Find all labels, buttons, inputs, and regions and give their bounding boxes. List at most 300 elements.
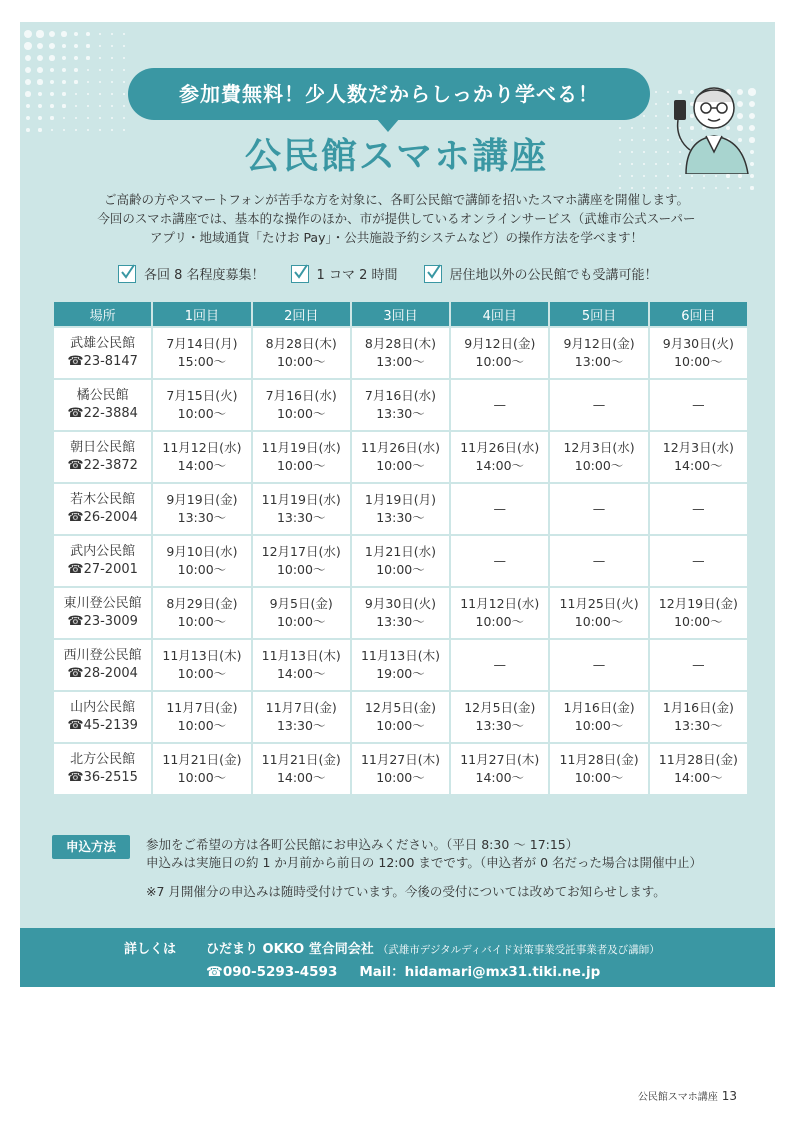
decor-dot xyxy=(111,81,113,83)
session-cell xyxy=(550,380,647,430)
decor-dot xyxy=(643,187,645,189)
decor-dot xyxy=(38,92,43,97)
session-time: 14:00〜 xyxy=(674,770,723,785)
location-name: 朝日公民館 xyxy=(70,440,136,455)
location-cell xyxy=(54,744,151,794)
session-date: 11月21日(金) xyxy=(261,752,341,767)
session-date: 12月19日(金) xyxy=(658,596,738,611)
decor-dot xyxy=(37,67,43,73)
decor-dot xyxy=(99,117,101,119)
decor-dot xyxy=(49,43,55,49)
session-date: — xyxy=(692,657,705,672)
session-date: 9月5日(金) xyxy=(269,596,333,611)
check-item xyxy=(118,264,265,283)
header-cell: 場所 xyxy=(54,302,151,326)
session-date: 11月19日(水) xyxy=(261,440,341,455)
decor-dot xyxy=(87,105,89,107)
session-cell xyxy=(153,588,250,638)
session-cell xyxy=(550,328,647,378)
session-date: — xyxy=(692,553,705,568)
session-time: 10:00〜 xyxy=(574,614,624,629)
session-time: 10:00〜 xyxy=(177,770,227,785)
session-cell xyxy=(153,484,250,534)
apply-text xyxy=(146,836,766,872)
session-date: 11月27日(木) xyxy=(360,752,441,767)
session-time: 13:00〜 xyxy=(376,354,425,369)
session-cell xyxy=(650,588,747,638)
header-cell: 1回目 xyxy=(153,302,250,326)
decor-dot xyxy=(62,44,67,49)
decor-dot xyxy=(619,187,621,189)
apply-line-1: 参加をご希望の方は各町公民館にお申込みください。（平日 8:30 〜 17:15） xyxy=(146,837,579,852)
session-cell xyxy=(253,640,350,690)
session-date: 7月14日(月) xyxy=(166,336,238,351)
decor-dot xyxy=(123,105,125,107)
session-time: 13:00〜 xyxy=(574,354,624,369)
session-date: 12月5日(金) xyxy=(464,700,536,715)
decor-dot xyxy=(49,31,55,37)
session-date: 12月17日(水) xyxy=(261,544,341,559)
decor-dot xyxy=(75,117,77,119)
table-header-row xyxy=(54,302,747,326)
session-cell xyxy=(153,744,250,794)
page-number: 13 xyxy=(721,1089,737,1103)
location-phone: ☎22-3884 xyxy=(67,406,138,421)
session-cell xyxy=(650,744,747,794)
decor-dot xyxy=(123,93,125,95)
session-time: 10:00〜 xyxy=(276,614,326,629)
decor-dot xyxy=(36,30,43,37)
intro-line-2: 今回のスマホ講座では、基本的な操作のほか、市が提供しているオンラインサービス（武雄市公式スーパー xyxy=(97,211,696,226)
session-time: 14:00〜 xyxy=(177,458,227,473)
decor-dot xyxy=(24,30,32,38)
session-date: 1月16日(金) xyxy=(563,700,635,715)
table-row xyxy=(54,484,747,534)
location-name: 北方公民館 xyxy=(70,752,136,767)
decor-dot xyxy=(74,44,78,48)
session-time: 13:30〜 xyxy=(475,718,525,733)
elderly-man-illustration xyxy=(668,78,760,174)
session-cell xyxy=(650,380,747,430)
header-cell: 5回目 xyxy=(550,302,647,326)
decor-dot xyxy=(739,187,742,190)
decor-dot xyxy=(655,115,657,117)
session-time: 10:00〜 xyxy=(475,354,525,369)
table-row xyxy=(54,692,747,742)
decor-dot xyxy=(99,105,101,107)
session-cell xyxy=(153,640,250,690)
decor-dot xyxy=(37,55,43,61)
decor-dot xyxy=(655,103,657,105)
location-cell xyxy=(54,380,151,430)
decor-dot xyxy=(99,69,101,71)
decor-dot xyxy=(50,116,53,119)
decor-dot xyxy=(25,79,31,85)
session-time: 14:00〜 xyxy=(674,458,723,473)
session-date: — xyxy=(493,397,507,412)
decor-dot xyxy=(123,33,125,35)
session-date: — xyxy=(592,553,606,568)
session-date: 11月28日(金) xyxy=(658,752,738,767)
decor-dot xyxy=(87,117,89,119)
session-cell xyxy=(550,484,647,534)
decor-dot xyxy=(655,187,657,189)
location-cell xyxy=(54,484,151,534)
session-time: 13:30〜 xyxy=(674,718,723,733)
session-time: 10:00〜 xyxy=(177,614,227,629)
location-phone: ☎27-2001 xyxy=(67,562,138,577)
session-date: 11月25日(火) xyxy=(559,596,639,611)
decor-dot xyxy=(87,81,90,84)
location-cell xyxy=(54,536,151,586)
decor-dot xyxy=(691,187,693,189)
decor-dot xyxy=(74,80,77,83)
session-date: 8月28日(木) xyxy=(364,336,437,351)
session-cell xyxy=(650,484,747,534)
decor-dot xyxy=(74,68,78,72)
decor-dot xyxy=(75,105,78,108)
session-cell xyxy=(650,692,747,742)
session-date: — xyxy=(592,657,606,672)
decor-dot xyxy=(26,116,30,120)
decor-dot xyxy=(62,56,67,61)
session-time: 10:00〜 xyxy=(674,614,723,629)
session-date: 11月28日(金) xyxy=(559,752,639,767)
session-cell xyxy=(253,692,350,742)
checkbox-icon xyxy=(424,265,442,283)
decor-dot xyxy=(99,93,101,95)
session-date: 12月3日(水) xyxy=(662,440,734,455)
check-label: 1 コマ 2 時間 xyxy=(316,268,398,283)
session-date: 9月30日(火) xyxy=(662,336,734,351)
decor-dot xyxy=(62,92,65,95)
decor-dot xyxy=(655,91,657,93)
session-time: 14:00〜 xyxy=(276,666,326,681)
session-time: 10:00〜 xyxy=(177,718,227,733)
contact-email[interactable]: Mail：hidamari@mx31.tiki.ne.jp xyxy=(359,964,601,980)
company-name: ひだまり OKKO 堂合同会社 xyxy=(206,942,374,957)
location-name: 武雄公民館 xyxy=(70,336,136,351)
session-date: 7月15日(火) xyxy=(166,388,238,403)
session-cell xyxy=(352,380,449,430)
session-cell xyxy=(451,380,548,430)
session-time: 14:00〜 xyxy=(475,458,525,473)
decor-dot xyxy=(62,80,66,84)
session-cell xyxy=(352,328,449,378)
decor-dot xyxy=(87,93,89,95)
session-cell xyxy=(650,328,747,378)
check-item xyxy=(291,264,398,283)
session-date: 12月5日(金) xyxy=(364,700,437,715)
table-row xyxy=(54,432,747,482)
session-cell xyxy=(451,536,548,586)
feature-checklist xyxy=(118,264,678,283)
location-name: 若木公民館 xyxy=(70,492,136,507)
session-cell xyxy=(153,536,250,586)
header-banner: 参加費無料！少人数だからしっかり学べる！ xyxy=(128,68,650,120)
decor-dot xyxy=(123,117,125,119)
decor-dot xyxy=(50,92,54,96)
decor-dot xyxy=(123,81,125,83)
decor-dot xyxy=(111,93,113,95)
session-time: 13:30〜 xyxy=(376,614,425,629)
session-time: 10:00〜 xyxy=(574,458,624,473)
session-cell xyxy=(352,744,449,794)
session-cell xyxy=(650,432,747,482)
session-date: 9月12日(金) xyxy=(464,336,536,351)
session-time: 13:30〜 xyxy=(276,510,326,525)
decor-dot xyxy=(99,57,101,59)
session-time: 10:00〜 xyxy=(574,718,624,733)
location-cell xyxy=(54,588,151,638)
session-cell xyxy=(153,692,250,742)
session-time: 13:30〜 xyxy=(276,718,326,733)
header-cell: 6回目 xyxy=(650,302,747,326)
session-time: 13:30〜 xyxy=(376,406,425,421)
location-phone: ☎28-2004 xyxy=(67,666,138,681)
decor-dot xyxy=(631,187,633,189)
check-label: 各回 8 名程度募集！ xyxy=(144,268,265,283)
session-date: 11月27日(木) xyxy=(460,752,540,767)
session-date: 8月28日(木) xyxy=(265,336,337,351)
session-cell xyxy=(352,432,449,482)
apply-line-2: 申込みは実施日の約 1 か月前から前日の 12:00 までです。（申込者が 0 名だった場合は開催中止） xyxy=(146,855,703,870)
location-phone: ☎45-2139 xyxy=(67,718,138,733)
decor-dot xyxy=(50,80,54,84)
session-date: 11月19日(水) xyxy=(261,492,341,507)
session-cell xyxy=(352,692,449,742)
session-time: 10:00〜 xyxy=(376,718,425,733)
session-date: 1月16日(金) xyxy=(662,700,734,715)
session-cell xyxy=(153,432,250,482)
session-cell xyxy=(451,640,548,690)
session-time: 10:00〜 xyxy=(177,562,227,577)
decor-dot xyxy=(86,44,89,47)
decor-dot xyxy=(63,117,66,120)
session-cell xyxy=(153,328,250,378)
session-date: — xyxy=(592,397,606,412)
decor-dot xyxy=(123,57,125,59)
session-cell xyxy=(451,744,548,794)
session-date: — xyxy=(692,501,705,516)
session-date: 9月30日(火) xyxy=(364,596,437,611)
session-cell xyxy=(650,536,747,586)
decor-dot xyxy=(37,79,42,84)
location-name: 西川登公民館 xyxy=(63,648,142,663)
session-date: — xyxy=(493,657,507,672)
location-cell xyxy=(54,640,151,690)
session-date: 11月7日(金) xyxy=(265,700,337,715)
footer-label: 詳しくは xyxy=(124,942,177,957)
check-label: 居住地以外の公民館でも受講可能！ xyxy=(449,268,658,283)
decor-dot xyxy=(679,187,681,189)
intro-text xyxy=(70,190,723,247)
decor-dot xyxy=(26,104,31,109)
check-item xyxy=(424,264,658,283)
session-cell xyxy=(550,588,647,638)
session-cell xyxy=(550,692,647,742)
session-date: — xyxy=(493,553,507,568)
session-cell xyxy=(253,484,350,534)
decor-dot xyxy=(727,187,730,190)
decor-dot xyxy=(643,115,645,117)
location-phone: ☎26-2004 xyxy=(67,510,138,525)
session-time: 15:00〜 xyxy=(177,354,227,369)
session-date: 11月21日(金) xyxy=(162,752,242,767)
session-time: 10:00〜 xyxy=(276,458,326,473)
location-cell xyxy=(54,692,151,742)
session-date: 1月19日(月) xyxy=(364,492,437,507)
session-cell xyxy=(253,744,350,794)
checkbox-icon xyxy=(118,265,136,283)
header-cell: 3回目 xyxy=(352,302,449,326)
table-row xyxy=(54,744,747,794)
location-name: 橘公民館 xyxy=(76,388,129,403)
contact-phone[interactable]: ☎090-5293-4593 xyxy=(206,964,338,980)
session-date: 7月16日(水) xyxy=(265,388,337,403)
apply-method-badge: 申込方法 xyxy=(52,835,130,859)
session-date: — xyxy=(493,501,507,516)
decor-dot xyxy=(38,116,42,120)
decor-dot xyxy=(24,42,31,49)
session-time: 19:00〜 xyxy=(376,666,425,681)
session-date: 11月12日(水) xyxy=(162,440,242,455)
decor-dot xyxy=(123,45,125,47)
session-time: 10:00〜 xyxy=(276,354,326,369)
header-cell: 4回目 xyxy=(451,302,548,326)
session-date: 8月29日(金) xyxy=(166,596,238,611)
decor-dot xyxy=(49,55,54,60)
session-time: 13:30〜 xyxy=(376,510,425,525)
decor-dot xyxy=(111,69,113,71)
table-body xyxy=(54,328,747,794)
session-date: — xyxy=(592,501,606,516)
session-cell xyxy=(550,432,647,482)
session-date: 11月12日(水) xyxy=(460,596,540,611)
footer-company xyxy=(206,938,660,957)
footer-contact xyxy=(206,960,622,980)
session-cell xyxy=(253,536,350,586)
intro-line-1: ご高齢の方やスマートフォンが苦手な方を対象に、各町公民館で講師を招いたスマホ講座を開催します。 xyxy=(103,192,689,207)
intro-line-3: アプリ・地域通貨「たけお Pay」・公共施設予約システムなど）の操作方法を学べます！ xyxy=(149,230,643,245)
location-phone: ☎23-8147 xyxy=(67,354,138,369)
session-time: 14:00〜 xyxy=(276,770,326,785)
table-row xyxy=(54,588,747,638)
decor-dot xyxy=(50,68,55,73)
session-cell xyxy=(650,640,747,690)
session-date: 11月7日(金) xyxy=(166,700,238,715)
decor-dot xyxy=(111,57,113,59)
session-cell xyxy=(352,640,449,690)
session-cell xyxy=(451,588,548,638)
session-time: 10:00〜 xyxy=(177,406,227,421)
decor-dot xyxy=(75,93,78,96)
apply-note: ※7 月開催分の申込みは随時受付けています。今後の受付については改めてお知らせします。 xyxy=(146,884,666,899)
decor-dot xyxy=(99,33,102,36)
session-date: 9月12日(金) xyxy=(563,336,635,351)
session-date: — xyxy=(692,397,705,412)
session-date: 11月26日(水) xyxy=(360,440,441,455)
decor-dot xyxy=(25,67,31,73)
session-cell xyxy=(153,380,250,430)
header-cell: 2回目 xyxy=(253,302,350,326)
session-cell xyxy=(451,432,548,482)
page-footer xyxy=(638,1088,737,1103)
decor-dot xyxy=(61,31,66,36)
decor-dot xyxy=(74,56,78,60)
location-name: 武内公民館 xyxy=(70,544,136,559)
session-time: 10:00〜 xyxy=(376,562,425,577)
table-row xyxy=(54,640,747,690)
decor-dot xyxy=(667,187,669,189)
session-time: 10:00〜 xyxy=(674,354,723,369)
location-phone: ☎36-2515 xyxy=(67,770,138,785)
session-time: 10:00〜 xyxy=(574,770,624,785)
session-cell xyxy=(352,484,449,534)
session-cell xyxy=(253,432,350,482)
decor-dot xyxy=(86,32,90,36)
session-time: 13:30〜 xyxy=(177,510,227,525)
session-cell xyxy=(451,692,548,742)
session-date: 9月19日(金) xyxy=(166,492,238,507)
session-time: 10:00〜 xyxy=(376,770,425,785)
session-cell xyxy=(352,536,449,586)
location-phone: ☎22-3872 xyxy=(67,458,138,473)
session-cell xyxy=(352,588,449,638)
session-cell xyxy=(253,328,350,378)
session-date: 11月13日(木) xyxy=(360,648,441,663)
decor-dot xyxy=(703,187,705,189)
decor-dot xyxy=(123,69,125,71)
session-cell xyxy=(253,588,350,638)
location-phone: ☎23-3009 xyxy=(67,614,138,629)
decor-dot xyxy=(111,45,113,47)
session-time: 14:00〜 xyxy=(475,770,525,785)
location-cell xyxy=(54,432,151,482)
decor-dot xyxy=(99,45,101,47)
session-date: 7月16日(水) xyxy=(364,388,437,403)
company-subtitle: （武雄市デジタルディバイド対策事業受託事業者及び講師） xyxy=(377,944,660,956)
decor-dot xyxy=(37,43,44,50)
table-row xyxy=(54,380,747,430)
session-cell xyxy=(550,640,647,690)
session-date: 12月3日(水) xyxy=(563,440,635,455)
session-cell xyxy=(253,380,350,430)
session-time: 10:00〜 xyxy=(177,666,227,681)
session-cell xyxy=(451,328,548,378)
decor-dot xyxy=(25,91,30,96)
session-date: 11月26日(水) xyxy=(460,440,540,455)
decor-dot xyxy=(715,187,717,189)
decor-dot xyxy=(62,104,65,107)
checkbox-icon xyxy=(291,265,309,283)
decor-dot xyxy=(111,105,113,107)
session-cell xyxy=(550,744,647,794)
table-row xyxy=(54,328,747,378)
session-date: 11月13日(木) xyxy=(261,648,341,663)
session-cell xyxy=(451,484,548,534)
decor-dot xyxy=(111,117,113,119)
decor-dot xyxy=(62,68,66,72)
contact-footer xyxy=(20,928,775,987)
session-time: 10:00〜 xyxy=(475,614,525,629)
session-date: 1月21日(水) xyxy=(364,544,437,559)
session-time: 10:00〜 xyxy=(276,406,326,421)
decor-dot xyxy=(25,55,32,62)
location-name: 東川登公民館 xyxy=(63,596,142,611)
session-time: 10:00〜 xyxy=(276,562,326,577)
decor-dot xyxy=(87,69,90,72)
